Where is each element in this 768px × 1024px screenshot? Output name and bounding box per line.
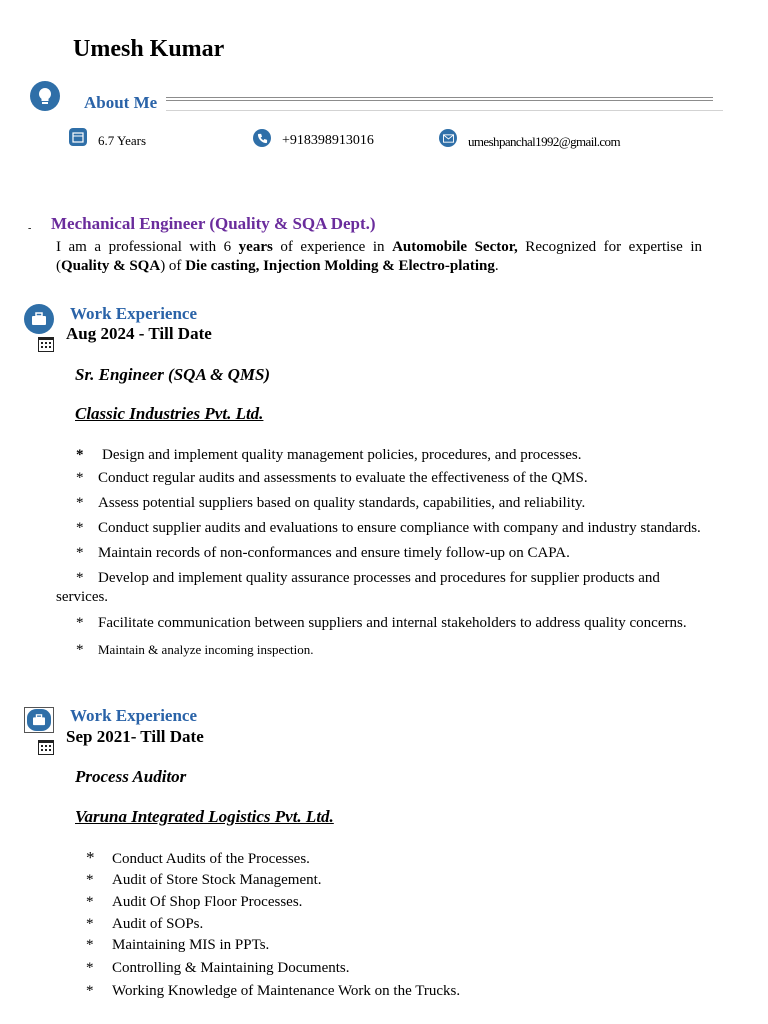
- job-2-company: Varuna Integrated Logistics Pvt. Ltd.: [75, 807, 334, 826]
- profile-summary: I am a professional with 6 years of experience in Automobile Sector, Recognized for expertise in (Quality & SQA) of Die casting, Injection Molding & Electro-plating.: [56, 239, 703, 274]
- profile-headline: Mechanical Engineer (Quality & SQA Dept.): [51, 214, 376, 233]
- work-experience-heading-2: Work Experience: [70, 706, 198, 725]
- list-item: * Maintain & analyze incoming inspection.: [76, 642, 314, 658]
- marker-dash: -: [28, 223, 32, 234]
- list-item: * Conduct regular audits and assessments to evaluate the effectiveness of the QMS.: [76, 470, 588, 486]
- candidate-name: Umesh Kumar: [73, 36, 225, 62]
- list-item: * Assess potential suppliers based on quality standards, capabilities, and reliability.: [76, 495, 586, 511]
- phone-icon: [253, 129, 271, 147]
- list-item: * Audit of Store Stock Management.: [86, 872, 322, 888]
- about-divider-2: [166, 100, 713, 101]
- work-experience-heading-1: Work Experience: [70, 304, 198, 323]
- job-1-date: Aug 2024 - Till Date: [66, 324, 212, 343]
- email-icon: [439, 129, 457, 147]
- phone-number[interactable]: +918398913016: [282, 133, 374, 148]
- job-2-date: Sep 2021- Till Date: [66, 727, 204, 746]
- briefcase-icon: [24, 707, 54, 733]
- about-divider-3: [166, 110, 723, 111]
- list-item: * Conduct Audits of the Processes.: [86, 848, 310, 867]
- list-item: * Audit of SOPs.: [86, 916, 204, 932]
- list-item: * Maintain records of non-conformances and ensure timely follow-up on CAPA.: [76, 545, 570, 561]
- calendar-badge-icon: [69, 128, 87, 146]
- list-item: * Controlling & Maintaining Documents.: [86, 960, 350, 976]
- job-1-role: Sr. Engineer (SQA & QMS): [75, 365, 271, 384]
- calendar-icon: [38, 337, 54, 352]
- list-item: * Facilitate communication between suppliers and internal stakeholders to address quality concerns.: [76, 615, 687, 631]
- list-item: * Working Knowledge of Maintenance Work on the Trucks.: [86, 983, 461, 999]
- calendar-icon: [38, 740, 54, 755]
- about-divider: [166, 97, 713, 98]
- experience-years: 6.7 Years: [98, 133, 147, 148]
- list-item: * Develop and implement quality assurance processes and procedures for supplier products and services.: [56, 570, 660, 605]
- list-item: * Design and implement quality management policies, procedures, and processes.: [76, 447, 582, 463]
- email-address[interactable]: umeshpanchal1992@gmail.com: [468, 134, 620, 149]
- lightbulb-icon: [30, 81, 60, 111]
- briefcase-icon: [24, 304, 54, 334]
- list-item: * Conduct supplier audits and evaluations to ensure compliance with company and industry standards.: [76, 520, 701, 536]
- job-1-company: Classic Industries Pvt. Ltd.: [75, 404, 264, 423]
- list-item: * Audit Of Shop Floor Processes.: [86, 894, 303, 910]
- job-2-role: Process Auditor: [75, 767, 187, 786]
- about-me-heading: About Me: [84, 93, 158, 112]
- list-item: * Maintaining MIS in PPTs.: [86, 937, 270, 953]
